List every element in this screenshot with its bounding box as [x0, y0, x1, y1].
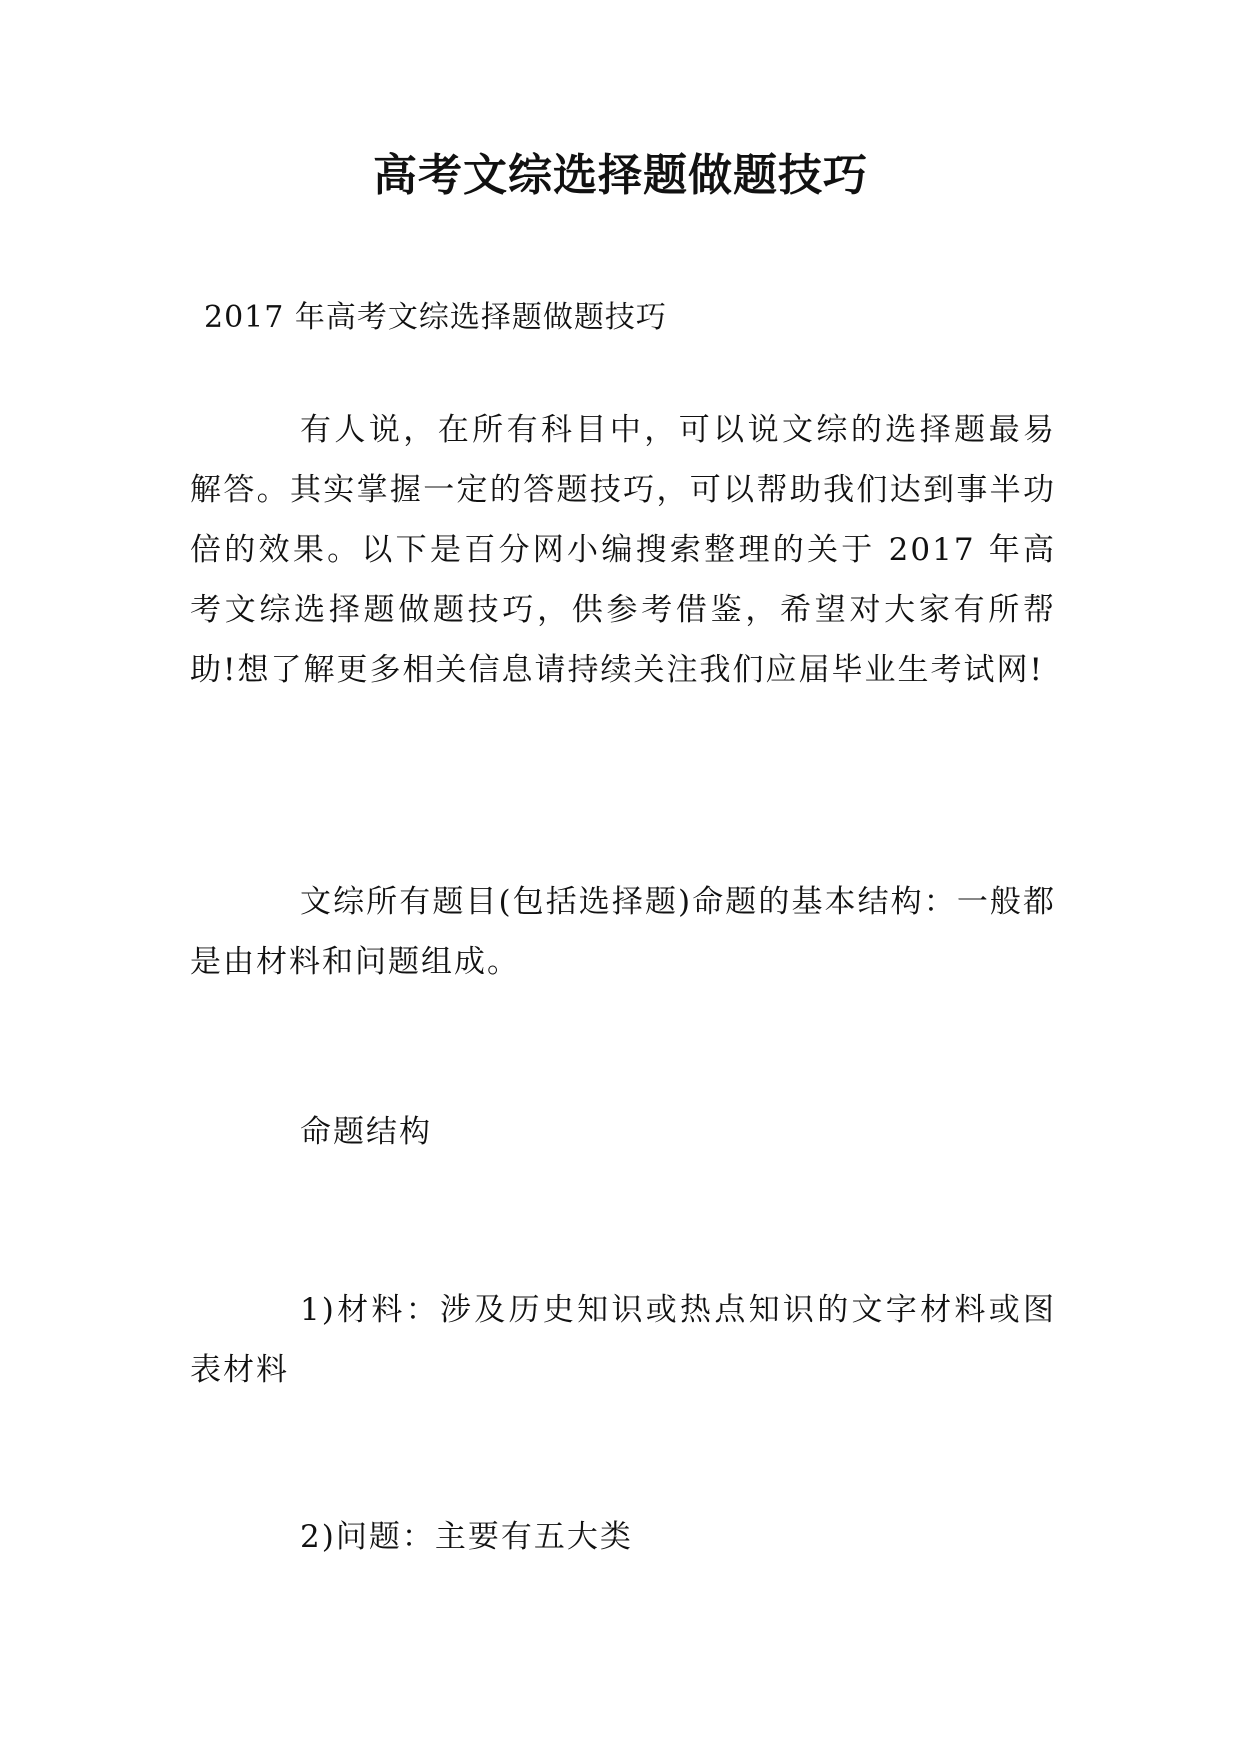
paragraph-intro: 有人说，在所有科目中，可以说文综的选择题最易解答。其实掌握一定的答题技巧，可以帮助我们达到事半功倍的效果。以下是百分网小编搜索整理的关于 2017 年高考文综选择题做题技巧，供参考借鉴，希望对大家有所帮助!想了解更多相关信息请持续关注我们应届毕业生考试网!: [190, 412, 1056, 688]
paragraph-structure-overview: 文综所有题目(包括选择题)命题的基本结构：一般都是由材料和问题组成。: [190, 884, 1056, 980]
paragraph-material: 1)材料：涉及历史知识或热点知识的文字材料或图表材料: [190, 1292, 1056, 1388]
document-title: 高考文综选择题做题技巧: [373, 150, 868, 201]
paragraph-heading-structure: 命题结构: [300, 1114, 432, 1150]
document-subtitle: 2017 年高考文综选择题做题技巧: [204, 300, 667, 335]
paragraph-question: 2)问题：主要有五大类: [300, 1519, 633, 1555]
